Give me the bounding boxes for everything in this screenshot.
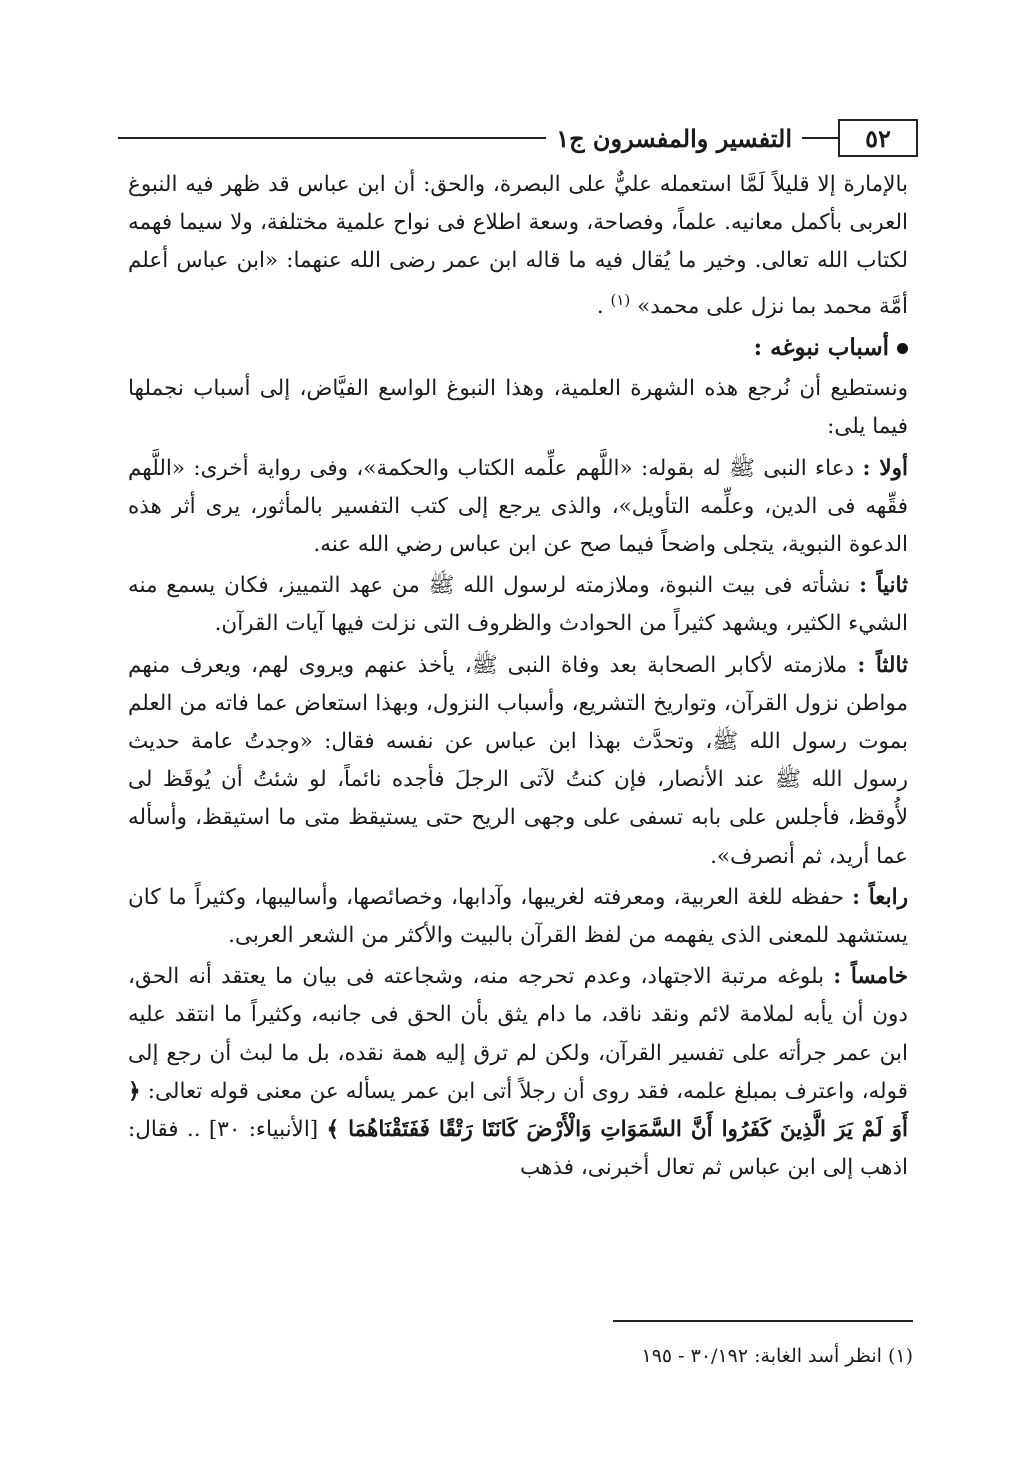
first-text: دعاء النبى ﷺ له بقوله: «اللَّهم علِّمه الكتاب والحكمة»، وفى رواية أخرى: «اللَّهم فقِّهه فى الدين، وعلِّمه التأويل»، والذى يرجع إلى كتب التفسير بالمأثور، يرى أثر هذه الدعوة النبوية، يتجلى واضحاً فيما صح عن ابن عباس رضي الله عنه. [128, 455, 908, 557]
second-text: نشأته فى بيت النبوة، وملازمته لرسول الله ﷺ من عهد التمييز، فكان يسمع منه الشيء الكثير، ويشهد كثيراً من الحوادث والظروف التى نزلت فيها آيات القرآن. [128, 573, 908, 637]
page-body [128, 166, 908, 1190]
paragraph-second [128, 567, 908, 643]
third-label: ثالثاً : [857, 652, 908, 678]
running-title: التفسير والمفسرون ج١ [556, 123, 792, 153]
footnote: (١) انظر أسد الغابة: ٣٠/١٩٢ - ١٩٥ [641, 1345, 913, 1367]
section-heading [128, 329, 908, 367]
quran-verse: ﴿ أَوَ لَمْ يَرَ الَّذِينَ كَفَرُوا أَنَّ السَّمَوَاتِ وَالْأَرْضَ كَانَتَا رَتْقًا فَفَتَقْنَاهُمَا ﴾ [128, 1078, 908, 1143]
fifth-text: بلوغه مرتبة الاجتهاد، وعدم تحرجه منه، وشجاعته فى بيان ما يعتقد أنه الحق، دون أن يأبه لملامة لائم ونقد ناقد، ما دام يثق بأن الحق فى جانبه، وكثيراً ما انتقد عليه ابن عمر جرأته على تفسير القرآن، ولكن لم ترق إليه همة نقده، بل ما لبث أن رجع إلى قوله، واعترف بمبلغ علمه، فقد روى أن رجلاً أتى ابن عمر يسأله عن معنى قوله تعالى: [128, 964, 908, 1104]
paragraph-first [128, 450, 908, 565]
footnote-reference: (١) [610, 290, 631, 309]
header-rule-right [802, 137, 838, 139]
header-rule-left [118, 137, 546, 139]
bullet-icon [897, 343, 908, 354]
footnote-divider [613, 1320, 913, 1322]
first-label: أولا : [862, 455, 909, 481]
paragraph-reasons-intro [128, 370, 908, 446]
fourth-text: حفظه للغة العربية، ومعرفته لغريبها، وآدابها، وخصائصها، وأساليبها، وكثيراً ما كان يستشهد للمعنى الذى يفهمه من لفظ القرآن بالبيت والأكثر من الشعر العربى. [128, 884, 908, 949]
second-label: ثانياً : [859, 573, 908, 599]
fifth-text-end: [الأنبياء: ٣٠] .. فقال: اذهب إلى ابن عباس ثم تعال أخبرنى، فذهب [128, 1117, 908, 1181]
paragraph-reasons-intro-text: ونستطيع أن نُرجع هذه الشهرة العلمية، وهذا النبوغ الواسع الفيَّاض، إلى أسباب نجملها فيما يلى: [128, 376, 908, 440]
paragraph-third [128, 647, 908, 876]
paragraph-intro-text: بالإمارة إلا قليلاً لَمَّا استعمله عليٌّ على البصرة، والحق: أن ابن عباس قد ظهر فيه النبوغ العربى بأكمل معانيه. علماً، وفصاحة، وسعة اطلاع فى نواح علمية مختلفة، ولا سيما فهمه لكتاب الله تعالى. وخير ما يُقال فيه ما قاله ابن عمر رضى الله عنهما: «ابن عباس أعلم أمَّة محمد بما نزل على محمد» [128, 172, 908, 319]
fifth-label: خامساً : [833, 964, 908, 990]
section-heading-text: أسباب نبوغه : [753, 333, 889, 361]
paragraph-intro [128, 166, 908, 326]
paragraph-intro-end: . [596, 293, 604, 319]
paragraph-fourth [128, 879, 908, 955]
fourth-label: رابعاً : [852, 884, 908, 910]
third-text: ملازمته لأكابر الصحابة بعد وفاة النبى ﷺ، يأخذ عنهم ويروى لهم، ويعرف منهم مواطن نزول القرآن، وتواريخ التشريع، وأسباب النزول، وبهذا استعاض عما فاته من العلم بموت رسول الله ﷺ، وتحدَّث بهذا ابن عباس عن نفسه فقال: «وجدتُ عامة حديث رسول الله ﷺ عند الأنصار، فإن كنتُ لآتى الرجلَ فأجده نائماً، لو شئتُ أن يُوقَظ لى لأُوقظ، فأجلس على بابه تسفى على وجهى الريح حتى يستيقظ متى ما استيقظ، وأسأله عما أريد، ثم أنصرف». [128, 652, 908, 869]
page-header [118, 118, 918, 158]
paragraph-fifth [128, 958, 908, 1187]
page-number: ٥٢ [838, 119, 918, 157]
